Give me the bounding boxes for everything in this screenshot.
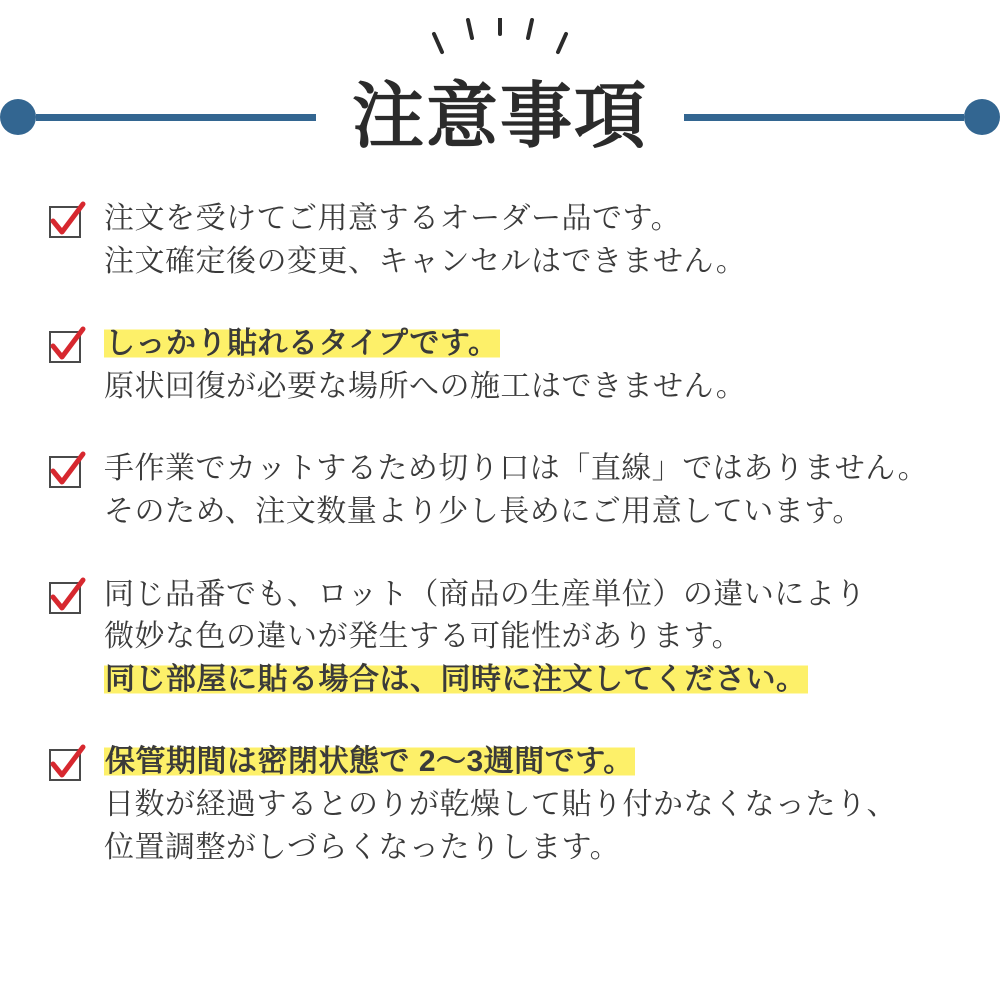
- right-dot-ornament: [964, 99, 1000, 135]
- note-text-block: [104, 448, 1000, 533]
- note-item: [0, 323, 1000, 408]
- note-line: [104, 741, 1000, 784]
- note-line: [104, 323, 1000, 366]
- note-item: [0, 574, 1000, 702]
- note-line: そのため、注文数量より少し長めにご用意しています。: [104, 494, 863, 528]
- note-line: 注文を受けてご用意するオーダー品です。: [104, 202, 682, 235]
- note-item: [0, 741, 1000, 869]
- title-row: [0, 72, 1000, 162]
- highlighted-text: 同じ部屋に貼る場合は、同時に注文してください。: [105, 662, 807, 696]
- note-item: [0, 198, 1000, 283]
- checked-checkbox-icon: [46, 578, 86, 618]
- left-dot-ornament: [0, 99, 36, 135]
- highlighted-text: 保管期間は密閉状態で 2〜3週間です。: [105, 745, 634, 779]
- note-text-block: [104, 198, 1000, 283]
- checked-checkbox-icon: [46, 202, 86, 242]
- right-rule: [684, 114, 964, 121]
- note-line: 微妙な色の違いが発生する可能性があります。: [104, 620, 743, 654]
- note-line: 同じ品番でも、ロット（商品の生産単位）の違いにより: [104, 577, 866, 611]
- notes-list: [0, 190, 1000, 869]
- note-line: 原状回復が必要な場所への施工はできません。: [104, 369, 747, 403]
- page-title: 注意事項: [352, 77, 649, 157]
- note-text-block: [104, 323, 1000, 408]
- note-line: [104, 659, 1000, 702]
- note-line: 注文確定後の変更、キャンセルはできません。: [104, 244, 747, 278]
- left-rule: [36, 114, 316, 121]
- note-line: 日数が経過するとのりが乾燥して貼り付かなくなったり、: [104, 787, 897, 821]
- checked-checkbox-icon: [46, 327, 86, 367]
- note-text-block: [104, 574, 1000, 702]
- highlighted-text: しっかり貼れるタイプです。: [105, 327, 499, 361]
- note-text-block: [104, 741, 1000, 869]
- page-header: [0, 0, 1000, 190]
- sparkle-icon: [0, 18, 1000, 68]
- checked-checkbox-icon: [46, 452, 86, 492]
- note-line: 手作業でカットするため切り口は「直線」ではありません。: [104, 452, 929, 486]
- note-line: 位置調整がしづらくなったりします。: [104, 830, 621, 864]
- checked-checkbox-icon: [46, 745, 86, 785]
- note-item: [0, 448, 1000, 533]
